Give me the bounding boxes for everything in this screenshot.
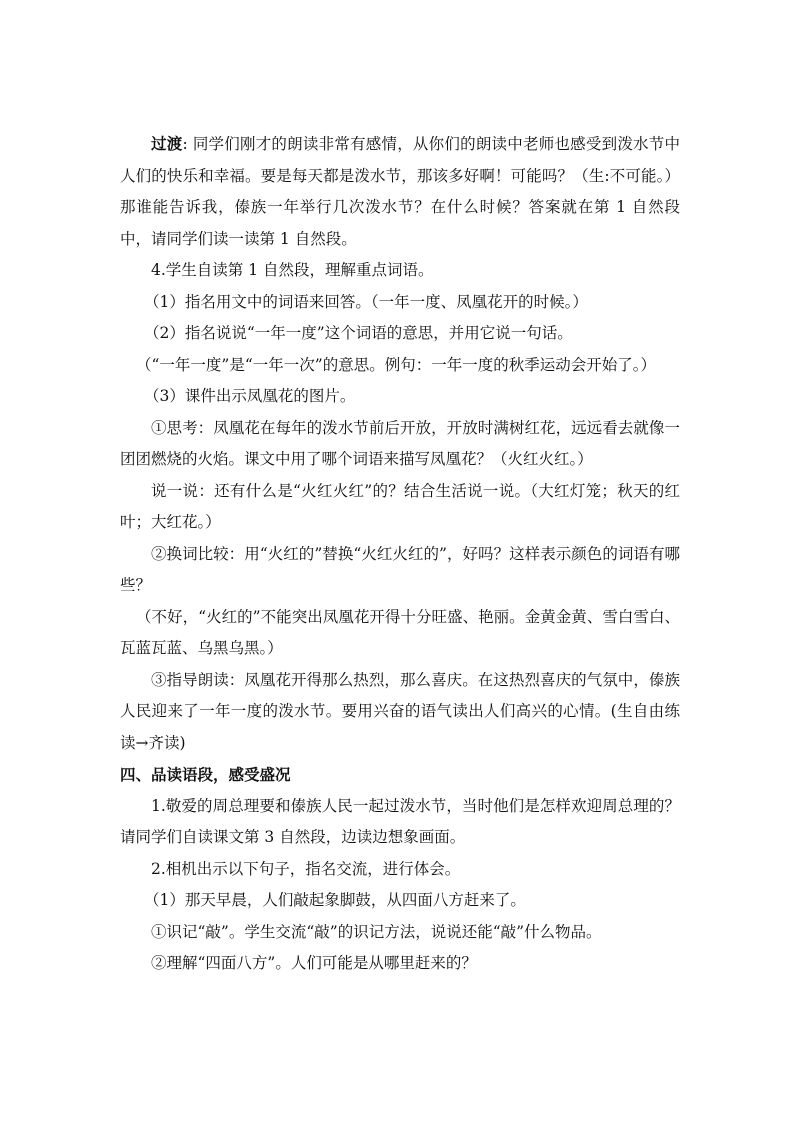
step-4-3: （3）课件出示凤凰花的图片。	[144, 387, 356, 405]
compare-paragraph: ②换词比较：用“火红的”替换“火红火红的”，好吗？这样表示颜色的词语有哪些？	[120, 544, 680, 594]
section-4-item-2-a: ①识记“敲”。学生交流“敲”的识记方法，说说还能“敲”什么物品。	[151, 922, 602, 941]
document-body	[120, 128, 680, 980]
step-4-2: （2）指名说说“一年一度”这个词语的意思，并用它说一句话。	[144, 324, 573, 342]
think-paragraph: ①思考：凤凰花在每年的泼水节前后开放，开放时满树红花，远远看去就像一团团燃烧的火焰。课文中用了哪个词语来描写凤凰花？（火红火红。）	[120, 418, 680, 468]
section-4-item-1: 1.敬爱的周总理要和傣族人民一起过泼水节，当时他们是怎样欢迎周总理的？请同学们自读课文第 3 自然段，边读边想象画面。	[120, 796, 680, 846]
section-4-item-2: 2.相机出示以下句子，指名交流，进行体会。	[151, 859, 461, 878]
step-4-2-answer: （“一年一度”是“一年一次”的意思。例句：一年一度的秋季运动会开始了。）	[136, 355, 656, 374]
step-4-heading: 4.学生自读第 1 自然段，理解重点词语。	[151, 261, 434, 279]
section-4-item-2-1: （1）那天早晨，人们敲起象脚鼓，从四面八方赶来了。	[144, 891, 526, 909]
guide-reading-paragraph: ③指导朗读：凤凰花开得那么热烈，那么喜庆。在这热烈喜庆的气氛中，傣族人民迎来了一年一度的泼水节。要用兴奋的语气读出人们高兴的心情。(生自由练读→齐读)	[120, 670, 680, 752]
step-4-1: （1）指名用文中的词语来回答。（一年一度、凤凰花开的时候。）	[144, 292, 588, 311]
section-4-item-2-b: ②理解“四面八方”。人们可能是从哪里赶来的？	[151, 954, 477, 972]
transition-lead: 过渡	[151, 134, 183, 153]
transition-text: : 同学们刚才的朗读非常有感情，从你们的朗读中老师也感受到泼水节中人们的快乐和幸福。要是每天都是泼水节，那该多好啊！可能吗？（生:不可能。）那谁能告诉我，傣族一年举行几次泼水节？在什么时候？答案就在第 1 自然段中，请同学们读一读第 1 自然段。	[120, 135, 680, 248]
say-paragraph: 说一说：还有什么是“火红火红”的？结合生活说一说。（大红灯笼；秋天的红叶；大红花。）	[120, 481, 680, 531]
transition-paragraph	[120, 128, 680, 255]
section-4-heading: 四、品读语段，感受盛况	[120, 765, 291, 784]
compare-answer-paragraph: （不好，“火红的”不能突出凤凰花开得十分旺盛、艳丽。金黄金黄、雪白雪白、瓦蓝瓦蓝、乌黑乌黑。）	[120, 607, 680, 657]
